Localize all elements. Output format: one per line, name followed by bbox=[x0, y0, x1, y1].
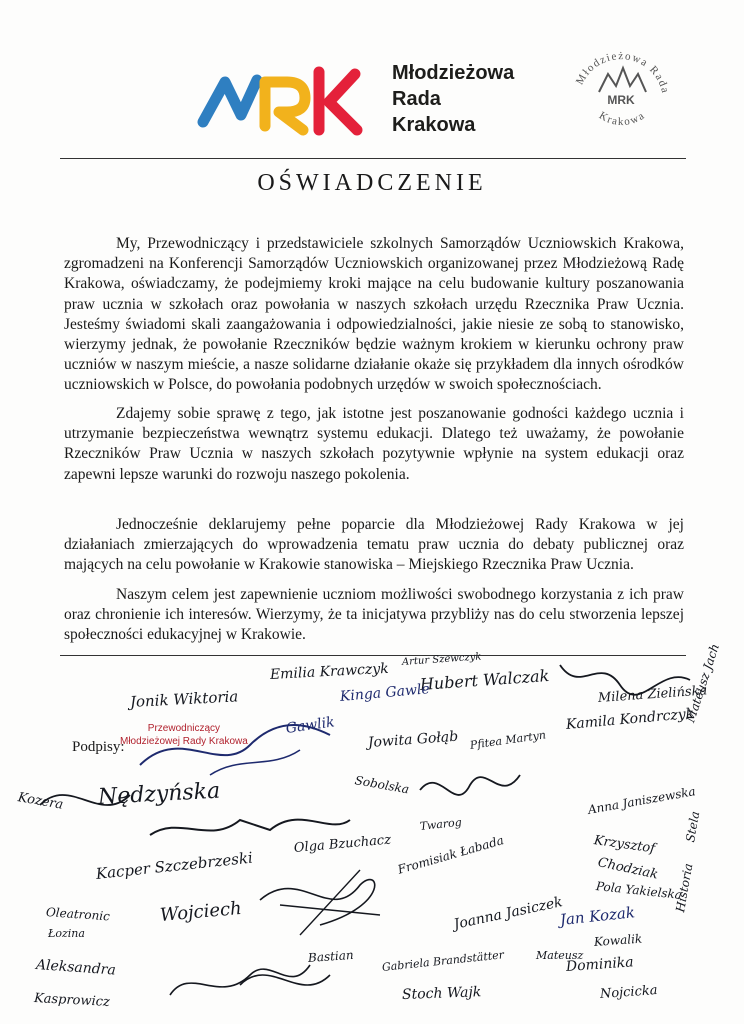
paragraph-2-text: Zdajemy sobie sprawę z tego, jak istotne jest poszanowanie godności każdego ucznia i utrzymanie bezpieczeństwa wewnątrz systemu edukacji. Dlatego też uważamy, że powołanie Rzeczników Praw Ucznia w naszych szkołach pozytywnie wpłynie na system edukacji oraz zapewni lepsze warunki do rozwoju naszego pokolenia. bbox=[64, 405, 684, 483]
chair-stamp-line-2: Młodzieżowej Rady Krakowa bbox=[120, 736, 248, 747]
signature: Gabriela Brandstätter bbox=[381, 948, 505, 974]
signature: Pola Yakielska bbox=[595, 879, 683, 902]
signature: Gawlik bbox=[284, 714, 336, 737]
signature: Fromisiak Łabada bbox=[396, 833, 506, 877]
signature: Kasprowicz bbox=[33, 991, 111, 1010]
signature: Kamila Kondrczyk bbox=[565, 705, 695, 733]
chair-stamp-line-1: Przewodniczący bbox=[147, 723, 221, 734]
signature: Bastian bbox=[307, 947, 355, 965]
brand-line-1: Młodzieżowa bbox=[392, 62, 515, 84]
signature: Milena Zielińska bbox=[597, 683, 708, 706]
signature: Chodziak bbox=[596, 855, 660, 883]
signature: Joanna Jasiczek bbox=[452, 894, 565, 933]
brand-line-3: Krakowa bbox=[392, 114, 476, 136]
signature: Stoch Wajk bbox=[401, 984, 482, 1003]
signature: Stela bbox=[683, 810, 703, 844]
signature: Kowalik bbox=[593, 931, 643, 949]
brand-name bbox=[392, 60, 514, 138]
signature: Krzysztof bbox=[592, 833, 656, 857]
signature: Kacper Szczebrzeski bbox=[95, 848, 254, 883]
mrk-logo-icon bbox=[195, 60, 370, 140]
signature: Jonik Wiktoria bbox=[129, 687, 239, 711]
signature: Mateusz bbox=[536, 949, 584, 962]
signature: Hubert Walczak bbox=[419, 665, 550, 694]
signature: Kozera bbox=[16, 790, 65, 813]
paragraph-3-text: Jednocześnie deklarujemy pełne poparcie dla Młodzieżowej Rady Krakowa w jej działaniach zmierzających do wprowadzenia tematu praw ucznia do debaty publicznej oraz mających na celu powołanie w Krakowie stanowiska – Miejskiego Rzecznika Praw Ucznia. bbox=[64, 516, 684, 574]
signature: Kinga Gawle bbox=[339, 681, 431, 705]
signature: Pfitea Martyn bbox=[469, 728, 547, 752]
signature: Historia bbox=[673, 862, 696, 914]
council-stamp-icon bbox=[566, 30, 676, 140]
paragraph-4 bbox=[64, 585, 684, 646]
signature: Aleksandra bbox=[35, 957, 117, 979]
header-divider bbox=[60, 158, 686, 159]
chair-stamp bbox=[120, 722, 248, 748]
signature: Anna Janiszewska bbox=[586, 784, 697, 817]
signature: Wojciech bbox=[159, 897, 243, 926]
signature: Olga Bzuchacz bbox=[293, 832, 392, 856]
signatures-label: Podpisy: bbox=[72, 739, 125, 755]
paragraph-4-text: Naszym celem jest zapewnienie uczniom możliwości swobodnego korzystania z ich praw oraz chronienie ich interesów. Wierzymy, że ta inicjatywa przybliży nas do celu stworzenia lepszej społeczności edukacyjnej w Krakowie. bbox=[64, 586, 684, 644]
stamp-center-text: MRK bbox=[607, 93, 635, 107]
signature: Dominika bbox=[565, 954, 635, 975]
svg-text:Młodzieżowa Rada bbox=[574, 50, 672, 95]
stamp-bottom-text: Krakowa bbox=[596, 109, 648, 129]
brand-line-2: Rada bbox=[392, 88, 441, 110]
paragraph-2 bbox=[64, 404, 684, 485]
paragraph-3 bbox=[64, 515, 684, 576]
signature: Mateusz Jach bbox=[683, 642, 722, 725]
svg-text:Krakowa bbox=[597, 109, 648, 128]
signature: Oleatronic bbox=[45, 905, 111, 924]
signature: Artur Szewczyk bbox=[401, 651, 482, 668]
signature: Jan Kozak bbox=[559, 903, 636, 929]
paragraph-1 bbox=[64, 234, 684, 396]
stamp-top-text: Młodzieżowa Rada bbox=[573, 50, 672, 96]
signature: Jowita Gołąb bbox=[367, 728, 459, 751]
signature: Nędzyńska bbox=[97, 778, 221, 810]
signatures-area bbox=[0, 642, 744, 1024]
document-title: OŚWIADCZENIE bbox=[257, 170, 487, 196]
signature: Emilia Krawczyk bbox=[269, 660, 390, 683]
signature: Sobolska bbox=[353, 773, 411, 797]
paragraph-1-text: My, Przewodniczący i przedstawiciele szkolnych Samorządów Uczniowskich Krakowa, zgromadzeni na Konferencji Samorządów Uczniowskich organizowanej przez Młodzieżową Radę Krakowa, oświadczamy, że podejmiemy kroki mające na celu budowanie kultury poszanowania praw ucznia w szkołach oraz powołania w naszych szkołach urzędu Rzecznika Praw Ucznia. Jesteśmy świadomi skali zaangażowania i odpowiedzialności, jakie niesie ze sobą to stanowisko, wierzymy jednak, że powołanie Rzeczników będzie ważnym krokiem w kierunku ochrony praw uczniów w naszym mieście, a nasze solidarne działanie okaże się przykładem dla innych ośrodków uczniowskich w Polsce, do powołania podobnych urzędów w swoich społecznościach. bbox=[64, 235, 684, 394]
signature: Nojcicka bbox=[599, 983, 658, 1002]
signature: Łozina bbox=[48, 927, 85, 940]
signature: Twarog bbox=[419, 815, 463, 833]
